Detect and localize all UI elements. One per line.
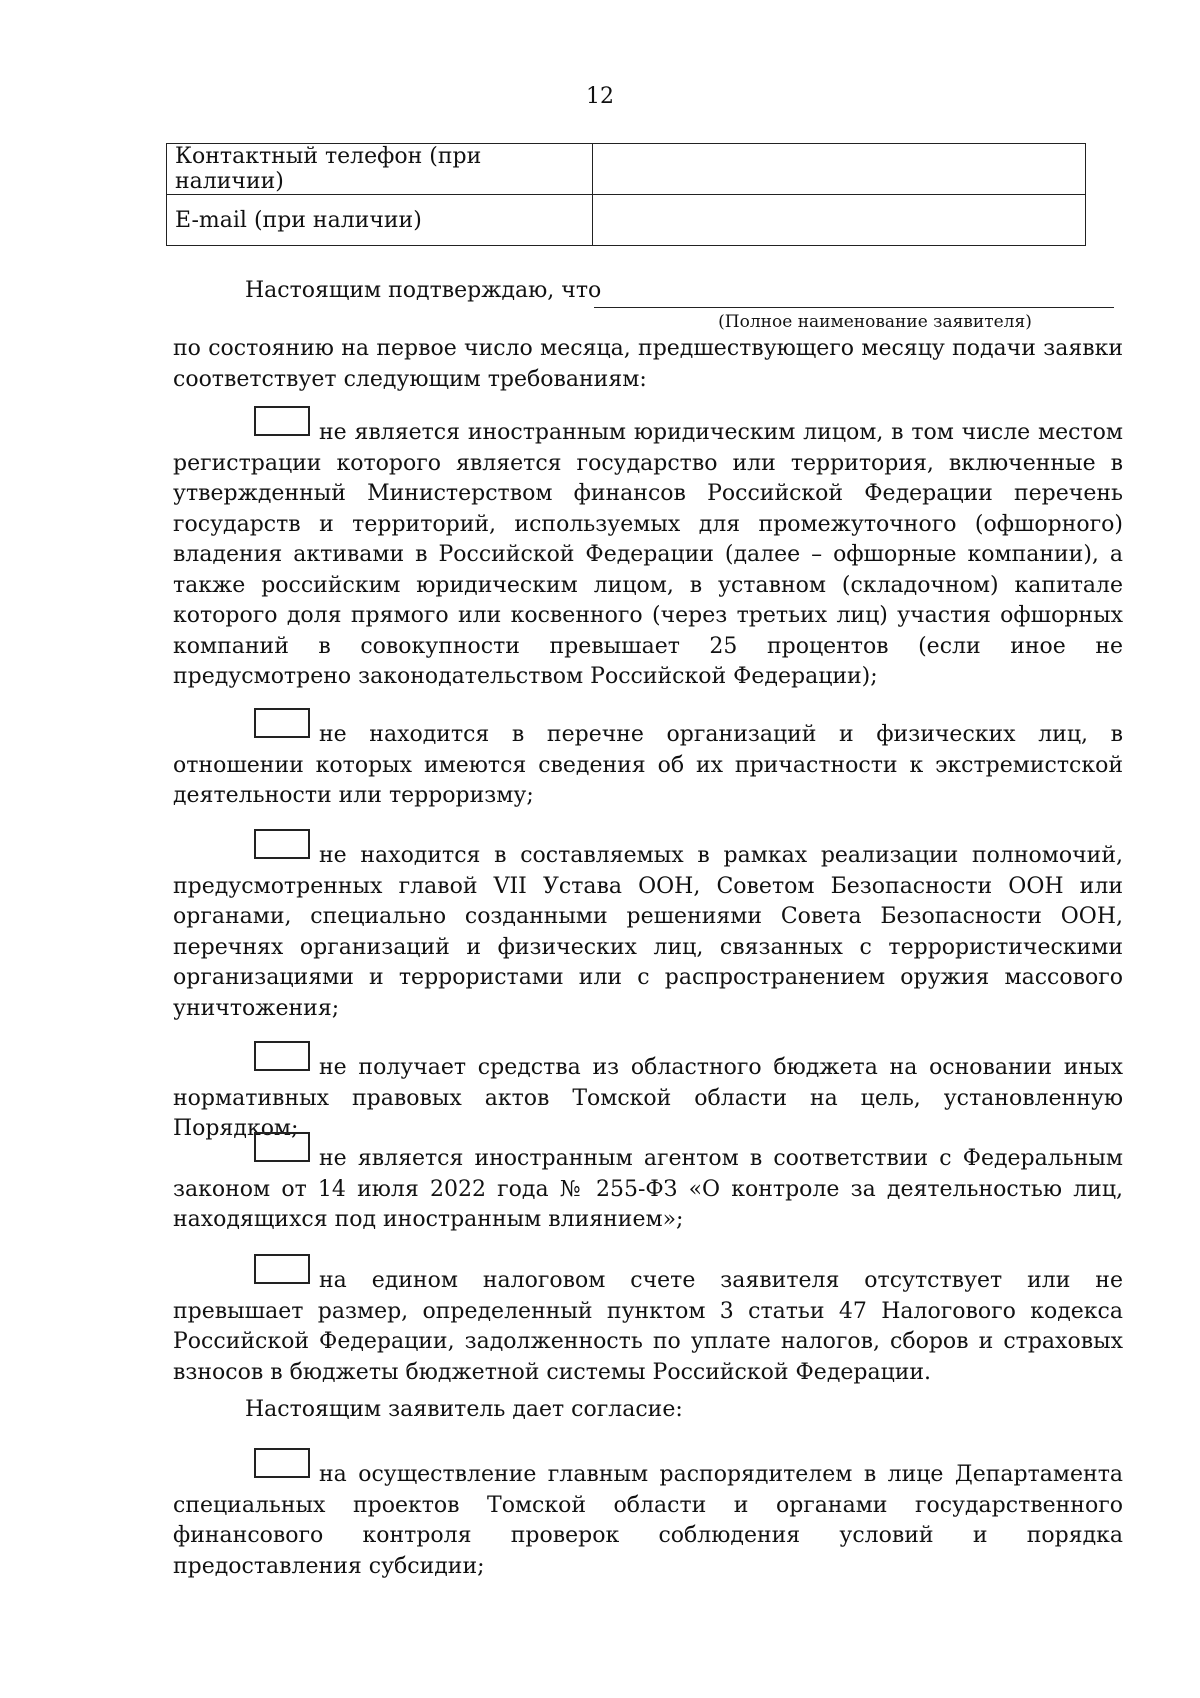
confirmation-continuation: по состоянию на первое число месяца, предшествующего месяцу подачи заявки соответствует следующим требованиям: [173, 336, 1123, 392]
requirement-item [173, 418, 1123, 693]
applicant-name-line[interactable] [594, 307, 1114, 308]
requirement-checkbox[interactable] [254, 829, 310, 859]
requirement-checkbox[interactable] [254, 1132, 310, 1162]
consent-heading: Настоящим заявитель дает согласие: [245, 1397, 683, 1422]
consent-checkbox[interactable] [254, 1448, 310, 1478]
email-field[interactable] [593, 195, 1086, 246]
requirement-item [173, 841, 1123, 1024]
applicant-name-caption: (Полное наименование заявителя) [718, 312, 1032, 332]
phone-field[interactable] [593, 144, 1086, 195]
consent-item [173, 1460, 1123, 1582]
requirement-text: не находится в составляемых в рамках реализации полномочий, предусмотренных главой VII Устава ООН, Советом Безопасности ООН или органами, специально созданными решениями Совета Безопасности ООН, перечнях организаций и физических лиц, связанных с террористическими организациями и террористами или с распространением оружия массового уничтожения; [173, 843, 1123, 1021]
phone-label: Контактный телефон (при наличии) [167, 144, 593, 195]
requirement-item [173, 720, 1123, 812]
requirement-text: не является иностранным агентом в соответствии с Федеральным законом от 14 июля 2022 года № 255-ФЗ «О контроле за деятельностью лиц, находящихся под иностранным влиянием»; [173, 1146, 1123, 1232]
email-label: E-mail (при наличии) [167, 195, 593, 246]
requirement-checkbox[interactable] [254, 406, 310, 436]
requirement-checkbox[interactable] [254, 1254, 310, 1284]
requirement-item [173, 1266, 1123, 1388]
confirmation-lead: Настоящим подтверждаю, что [245, 278, 602, 303]
consent-text: на осуществление главным распорядителем в лице Департамента специальных проектов Томской области и органами государственного финансового контроля проверок соблюдения условий и порядка предоставления субсидии; [173, 1462, 1123, 1579]
requirement-checkbox[interactable] [254, 1041, 310, 1071]
requirement-text: на едином налоговом счете заявителя отсутствует или не превышает размер, определенный пунктом 3 статьи 47 Налогового кодекса Российской Федерации, задолженность по уплате налогов, сборов и страховых взносов в бюджеты бюджетной системы Российской Федерации. [173, 1268, 1123, 1385]
requirement-text: не находится в перечне организаций и физических лиц, в отношении которых имеются сведения об их причастности к экстремистской деятельности или терроризму; [173, 722, 1123, 808]
requirement-text: не получает средства из областного бюджета на основании иных нормативных правовых актов Томской области на цель, установленную Порядком; [173, 1055, 1123, 1141]
table-row [167, 195, 1086, 246]
page-number: 12 [586, 84, 614, 109]
requirement-item [173, 1144, 1123, 1236]
requirement-checkbox[interactable] [254, 708, 310, 738]
requirement-text: не является иностранным юридическим лицом, в том числе местом регистрации которого является государство или территория, включенные в утвержденный Министерством финансов Российской Федерации перечень государств и территорий, используемых для промежуточного (офшорного) владения активами в Российской Федерации (далее – офшорные компании), а также российским юридическим лицом, в уставном (складочном) капитале которого доля прямого или косвенного (через третьих лиц) участия офшорных компаний в совокупности превышает 25 процентов (если иное не предусмотрено законодательством Российской Федерации); [173, 420, 1123, 689]
table-row [167, 144, 1086, 195]
requirement-item [173, 1053, 1123, 1145]
contact-table [166, 143, 1086, 246]
